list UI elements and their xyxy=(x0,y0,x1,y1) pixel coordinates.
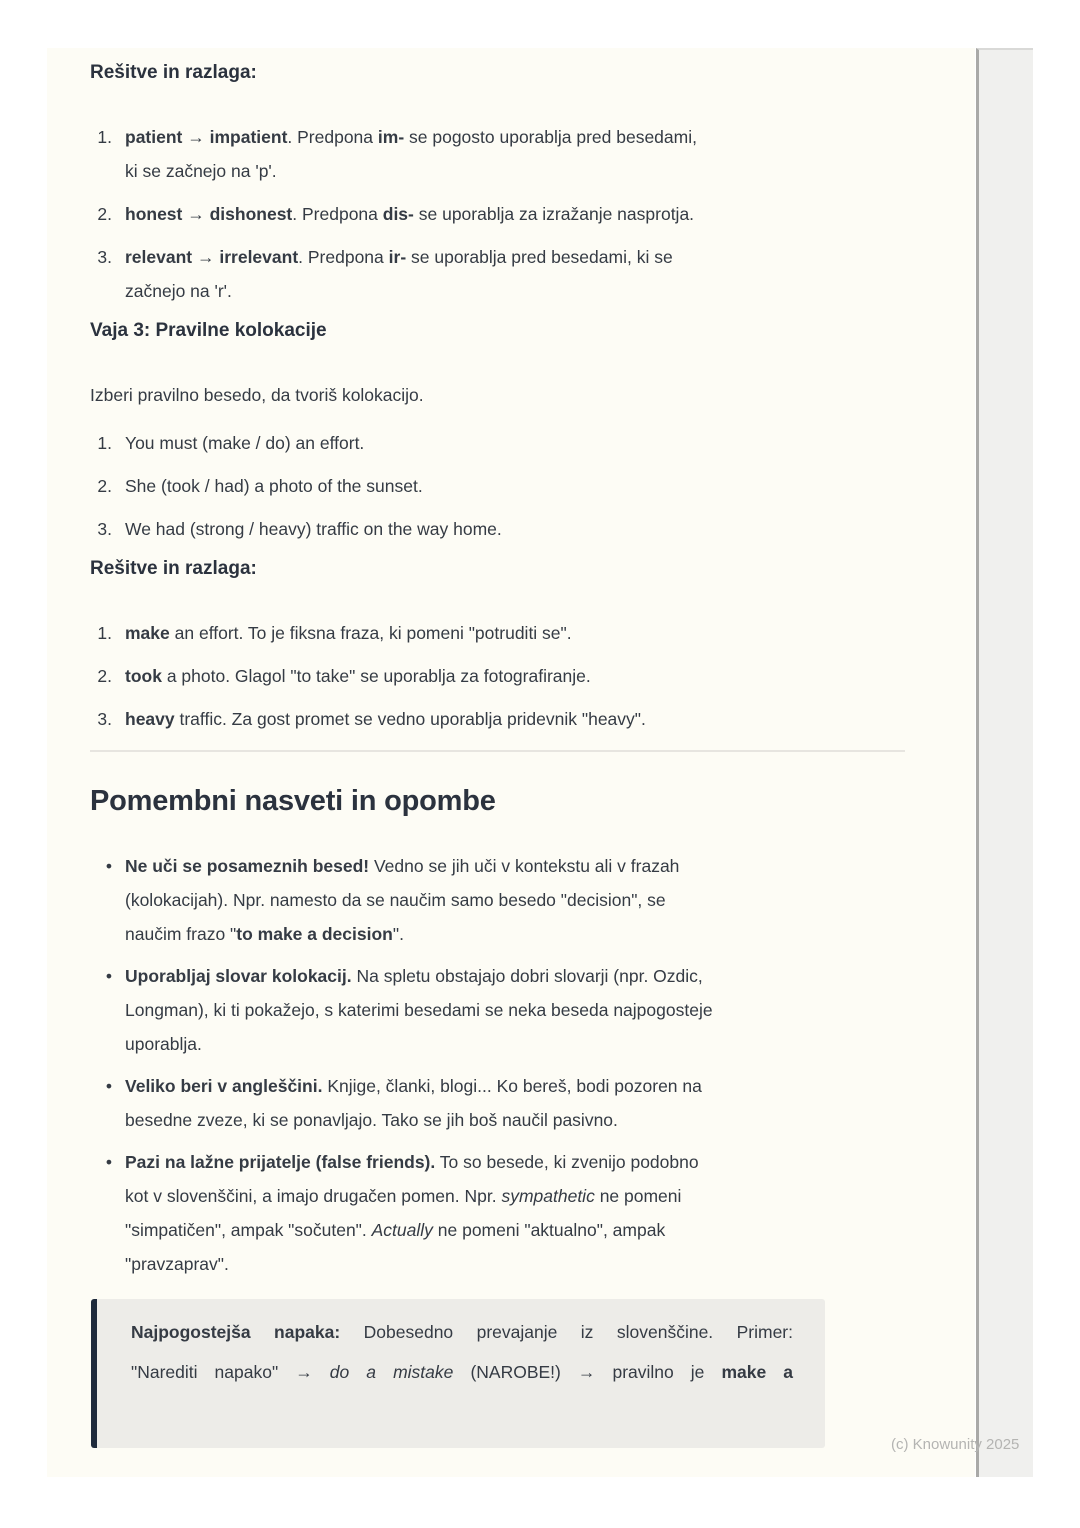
list-collocation-solutions xyxy=(90,616,905,736)
bullet-text: Uporabljaj slovar kolokacij. Na spletu obstajajo dobri slovarji (npr. Ozdic, Longman), ki ti pokažejo, s katerimi besedami se neka beseda najpogosteje uporablja. xyxy=(125,966,713,1054)
document-page xyxy=(47,48,975,1477)
list-item xyxy=(90,240,905,308)
heading-solutions-prefixes: Rešitve in razlaga: xyxy=(90,62,257,83)
list-item xyxy=(90,616,905,650)
section-divider xyxy=(90,750,905,752)
list-prefix-solutions xyxy=(90,120,905,308)
list-item-number: 2. xyxy=(97,476,112,496)
list-item-number: 3. xyxy=(97,519,112,539)
callout-common-mistake xyxy=(91,1299,825,1448)
list-item-number: 1. xyxy=(97,433,112,453)
heading-solutions-collocations: Rešitve in razlaga: xyxy=(90,558,257,579)
list-item-number: 3. xyxy=(97,247,112,267)
bullet-icon: • xyxy=(105,1076,112,1096)
list-item-text: You must (make / do) an effort. xyxy=(125,433,365,453)
list-item-text: honest → dishonest. Predpona dis- se uporablja za izražanje nasprotja. xyxy=(125,204,695,224)
list-tips xyxy=(90,849,905,1281)
list-item-text: make an effort. To je fiksna fraza, ki pomeni "potruditi se". xyxy=(125,623,572,643)
bullet-text: Veliko beri v angleščini. Knjige, članki, blogi... Ko bereš, bodi pozoren na besedne zveze, ki se ponavljajo. Tako se jih boš naučil pasivno. xyxy=(125,1076,702,1130)
list-item xyxy=(90,659,905,693)
bullet-text: Pazi na lažne prijatelje (false friends). To so besede, ki zvenijo podobno kot v slovenščini, a imajo drugačen pomen. Npr. sympathetic ne pomeni "simpatičen", ampak "sočuten". Actually ne pomeni "aktualno", ampak "pravzaprav". xyxy=(125,1152,699,1274)
list-item-number: 2. xyxy=(97,666,112,686)
page-content xyxy=(47,48,975,1448)
list-item xyxy=(90,426,905,460)
list-item-number: 3. xyxy=(97,709,112,729)
scrollbar-track[interactable] xyxy=(976,48,1033,1477)
bullet-item xyxy=(90,1145,905,1281)
bullet-icon: • xyxy=(105,1152,112,1172)
list-item-text: took a photo. Glagol "to take" se uporablja za fotografiranje. xyxy=(125,666,591,686)
list-item xyxy=(90,512,905,546)
bullet-icon: • xyxy=(105,856,112,876)
heading-tips: Pomembni nasveti in opombe xyxy=(90,785,496,817)
heading-exercise-3: Vaja 3: Pravilne kolokacije xyxy=(90,320,327,341)
list-item-text: heavy traffic. Za gost promet se vedno uporablja pridevnik "heavy". xyxy=(125,709,646,729)
list-item-text: relevant → irrelevant. Predpona ir- se uporablja pred besedami, ki se začnejo na 'r'. xyxy=(125,247,673,301)
list-item xyxy=(90,469,905,503)
list-item xyxy=(90,120,905,188)
exercise-3-instructions: Izberi pravilno besedo, da tvoriš kolokacijo. xyxy=(90,385,424,405)
list-exercise-3 xyxy=(90,426,905,546)
callout-text: Najpogostejša napaka: Dobesedno prevajanje iz slovenščine. Primer: "Narediti napako" → do a mistake (NAROBE!) → pravilno je make a xyxy=(131,1322,794,1382)
list-item-text: She (took / had) a photo of the sunset. xyxy=(125,476,423,496)
bullet-icon: • xyxy=(105,966,112,986)
list-item xyxy=(90,197,905,231)
list-item-text: patient → impatient. Predpona im- se pogosto uporablja pred besedami, ki se začnejo na 'p'. xyxy=(125,127,697,181)
list-item-text: We had (strong / heavy) traffic on the way home. xyxy=(125,519,502,539)
watermark: (c) Knowunity 2025 xyxy=(891,1436,1020,1453)
list-item xyxy=(90,702,905,736)
bullet-item xyxy=(90,849,905,951)
list-item-number: 1. xyxy=(97,127,112,147)
list-item-number: 1. xyxy=(97,623,112,643)
bullet-text: Ne uči se posameznih besed! Vedno se jih uči v kontekstu ali v frazah (kolokacijah). Npr. namesto da se naučim samo besedo "decision", se naučim frazo "to make a decision". xyxy=(125,856,680,944)
list-item-number: 2. xyxy=(97,204,112,224)
bullet-item xyxy=(90,1069,905,1137)
bullet-item xyxy=(90,959,905,1061)
